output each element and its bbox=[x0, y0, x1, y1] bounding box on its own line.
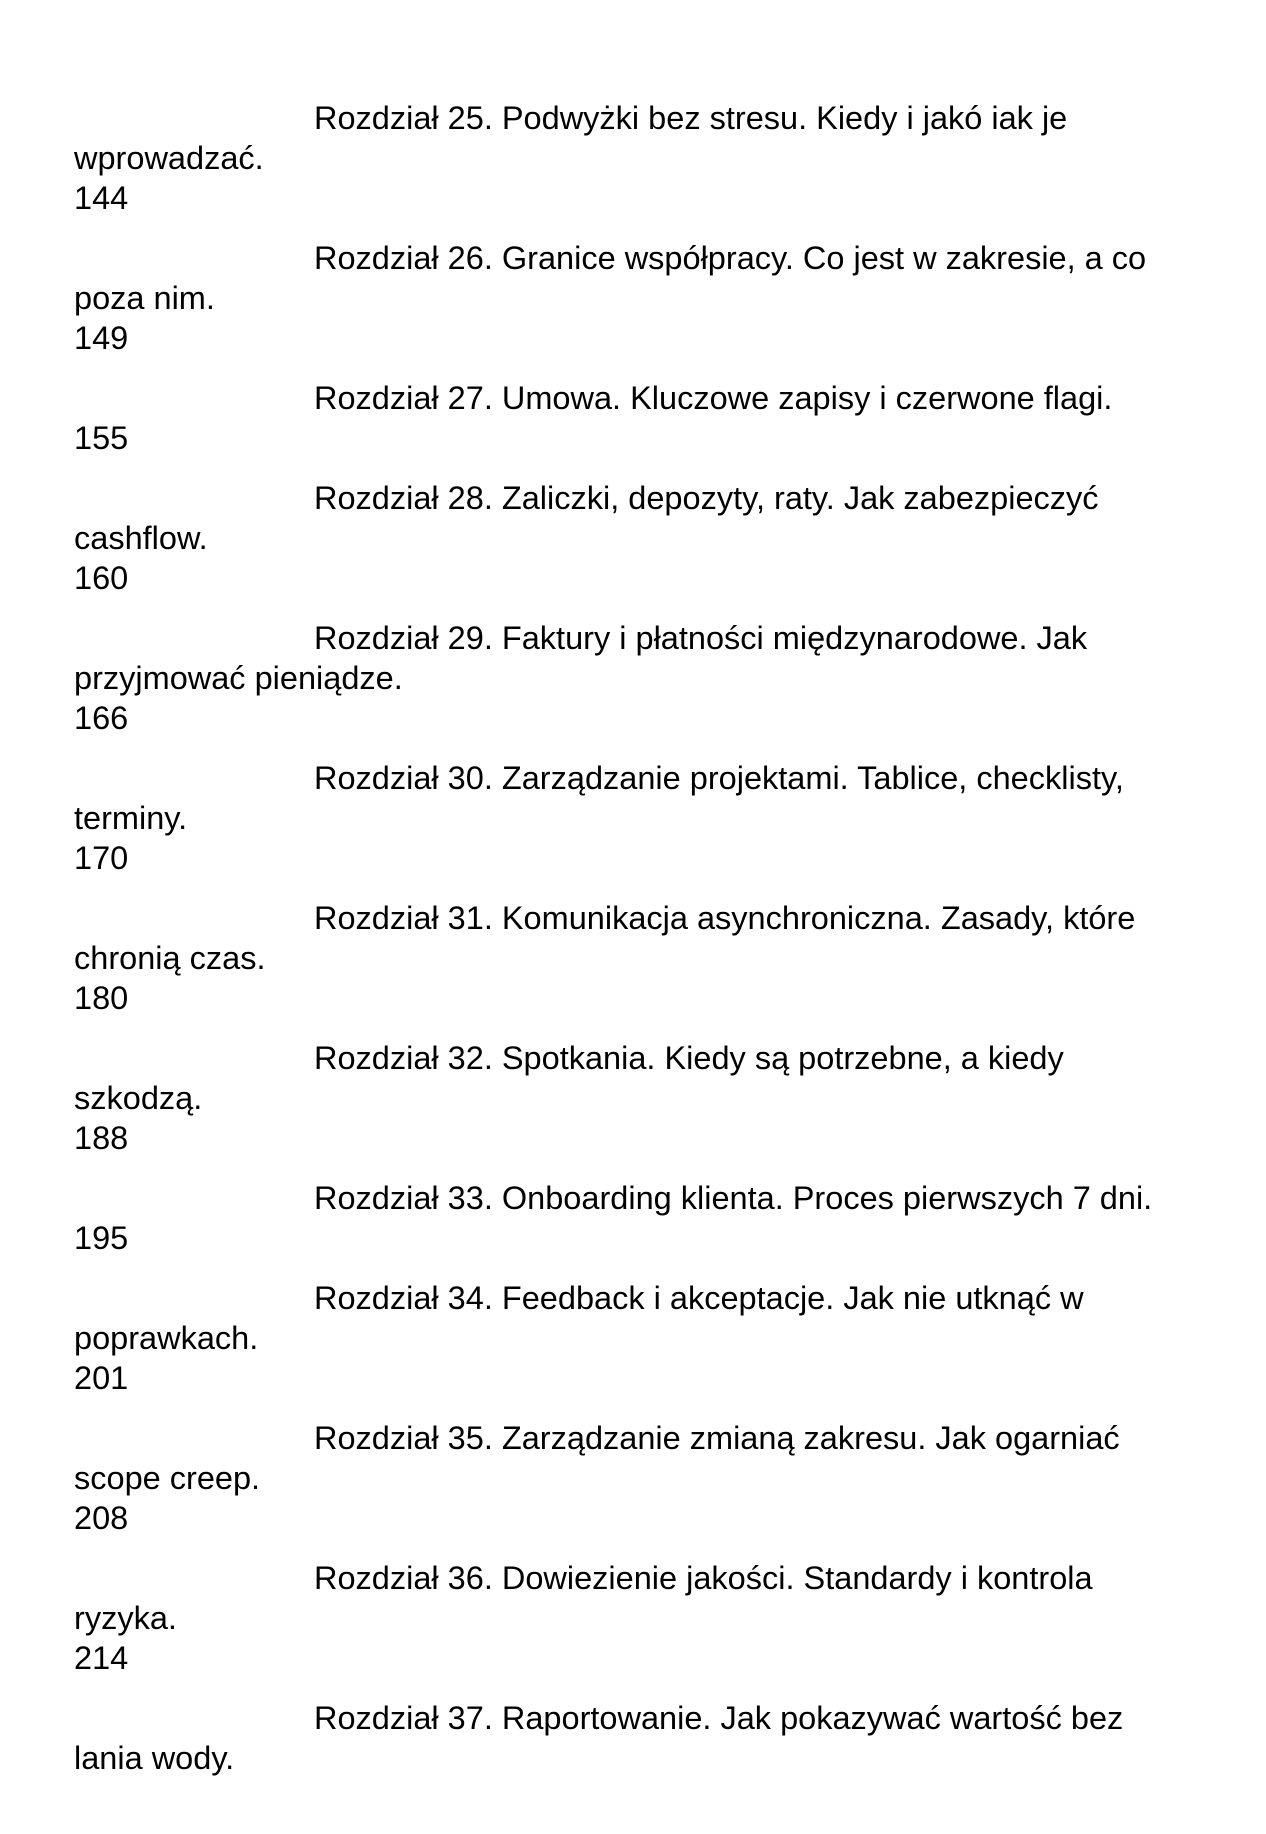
table-of-contents bbox=[74, 98, 1194, 1778]
toc-entry-29 bbox=[74, 618, 1194, 738]
toc-entry-36 bbox=[74, 1558, 1194, 1678]
toc-entry-30 bbox=[74, 758, 1194, 878]
toc-entry-page-number: 195 bbox=[74, 1220, 129, 1256]
toc-entry-page-number: 208 bbox=[74, 1500, 129, 1536]
toc-entry-page-number: 180 bbox=[74, 980, 129, 1016]
toc-entry-page-number: 201 bbox=[74, 1360, 129, 1396]
toc-entry-title: Rozdział 31. Komunikacja asynchroniczna. Zasady, które chronią czas. bbox=[74, 900, 1136, 976]
toc-entry-page-number: 144 bbox=[74, 180, 129, 216]
toc-entry-page-number: 188 bbox=[74, 1120, 129, 1156]
toc-entry-33 bbox=[74, 1178, 1194, 1258]
toc-entry-27 bbox=[74, 378, 1194, 458]
toc-entry-31 bbox=[74, 898, 1194, 1018]
toc-entry-title: Rozdział 33. Onboarding klienta. Proces pierwszych 7 dni. bbox=[314, 1180, 1153, 1216]
toc-entry-37 bbox=[74, 1698, 1194, 1778]
toc-entry-page-number: 160 bbox=[74, 560, 129, 596]
toc-entry-title: Rozdział 26. Granice współpracy. Co jest w zakresie, a co poza nim. bbox=[74, 240, 1147, 316]
toc-entry-34 bbox=[74, 1278, 1194, 1398]
toc-entry-26 bbox=[74, 238, 1194, 358]
toc-entry-title: Rozdział 27. Umowa. Kluczowe zapisy i czerwone flagi. bbox=[314, 380, 1113, 416]
toc-entry-35 bbox=[74, 1418, 1194, 1538]
toc-entry-page-number: 214 bbox=[74, 1640, 129, 1676]
toc-entry-title: Rozdział 29. Faktury i płatności międzynarodowe. Jak przyjmować pieniądze. bbox=[74, 620, 1088, 696]
toc-entry-25 bbox=[74, 98, 1194, 218]
toc-entry-title: Rozdział 37. Raportowanie. Jak pokazywać wartość bez lania wody. bbox=[74, 1700, 1124, 1776]
toc-entry-title: Rozdział 28. Zaliczki, depozyty, raty. Jak zabezpieczyć cashflow. bbox=[74, 480, 1099, 556]
toc-entry-page-number: 166 bbox=[74, 700, 129, 736]
toc-entry-title: Rozdział 32. Spotkania. Kiedy są potrzebne, a kiedy szkodzą. bbox=[74, 1040, 1064, 1116]
toc-entry-28 bbox=[74, 478, 1194, 598]
toc-entry-title: Rozdział 36. Dowiezienie jakości. Standardy i kontrola ryzyka. bbox=[74, 1560, 1093, 1636]
toc-entry-32 bbox=[74, 1038, 1194, 1158]
toc-entry-page-number: 170 bbox=[74, 840, 129, 876]
toc-entry-page-number: 155 bbox=[74, 420, 129, 456]
toc-entry-title: Rozdział 34. Feedback i akceptacje. Jak nie utknąć w poprawkach. bbox=[74, 1280, 1084, 1356]
toc-entry-title: Rozdział 35. Zarządzanie zmianą zakresu. Jak ogarniać scope creep. bbox=[74, 1420, 1120, 1496]
toc-entry-page-number: 149 bbox=[74, 320, 129, 356]
toc-entry-title: Rozdział 30. Zarządzanie projektami. Tablice, checklisty, terminy. bbox=[74, 760, 1124, 836]
toc-entry-title: Rozdział 25. Podwyżki bez stresu. Kiedy i jakó iak je wprowadzać. bbox=[74, 100, 1068, 176]
